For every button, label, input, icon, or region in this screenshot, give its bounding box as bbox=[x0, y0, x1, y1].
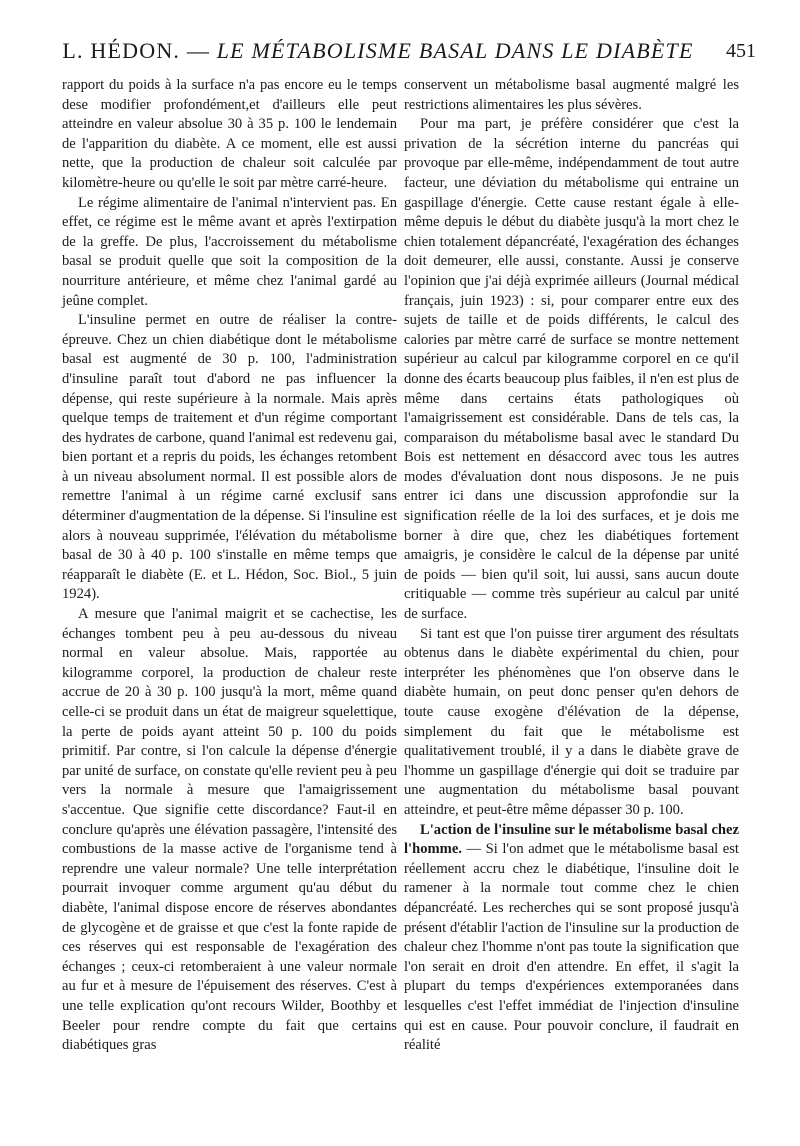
paragraph: Pour ma part, je préfère considérer que c'est la privation de la sécrétion interne du pancréas qui provoque par elle-même, indépendamment de tout autre facteur, une déviation du métabolisme qui entraine un gaspillage d'énergie. Cette cause restant égale à elle-même depuis le début du diabète jusqu'à la mort chez le chien totalement dépancréaté, l'exagération des échanges doit demeurer, elle aussi, constante. Aussi je conserve l'opinion que j'ai déjà exprimée ailleurs (Journal médical français, juin 1923) : si, pour comparer entre eux des sujets de taille et de poids différents, le calcul des calories par mètre carré de surface se montre nettement supérieur au calcul par kilogramme corporel en ce qu'il donne des écarts beaucoup plus faibles, il n'en est plus de même dans certains états pathologiques où l'amaigrissement est considérable. Dans de tels cas, la comparaison du métabolisme basal avec le standard Du Bois est nettement en désaccord avec tous les autres modes d'évaluation dont nous disposons. Je ne puis entrer ici dans une discussion approfondie sur la signification réelle de la loi des surfaces, et je dois me borner à dire que, chez les diabétiques fortement amaigris, je considère le calcul de la dépense par unité de poids — bien qu'il soit, lui aussi, sans aucun doute critiquable — comme très supérieur au calcul par unité de surface. bbox=[404, 116, 739, 623]
section-paragraph bbox=[404, 821, 739, 1056]
article-title-text: LE MÉTABOLISME BASAL DANS LE DIABÈTE bbox=[216, 38, 694, 63]
paragraph: conservent un métabolisme basal augmenté malgré les restrictions alimentaires les plus sévères. bbox=[404, 77, 739, 113]
running-head bbox=[60, 38, 756, 74]
paragraph: Si tant est que l'on puisse tirer argument des résultats obtenus dans le diabète expérimental du chien, pour interpréter les phénomènes que l'on observe dans le diabète humain, on peut donc penser qu'en dehors de toute cause exogène d'élévation de la dépense, simplement du fait que le métabolisme est qualitativement troublé, il y a dans le diabète grave de l'homme un gaspillage d'énergie qui doit se traduire par une augmentation du métabolisme basal pouvant atteindre, et peut-être même dépasser 30 p. 100. bbox=[404, 625, 739, 818]
section-heading: L'action de l'insuline sur le métabolisme basal chez l'homme. bbox=[404, 821, 739, 858]
page-number: 451 bbox=[726, 40, 756, 62]
left-column bbox=[62, 76, 397, 1056]
right-column bbox=[404, 76, 739, 1056]
paragraph: A mesure que l'animal maigrit et se cachectise, les échanges tombent peu à peu au-dessous du niveau normal en valeur absolue. Mais, rapportée au kilogramme corporel, la production de chaleur reste accrue de 20 à 30 p. 100 jusqu'à la mort, même quand celle-ci se produit dans un état de maigreur squelettique, la perte de poids ayant atteint 50 p. 100 du poids primitif. Par contre, si l'on calcule la dépense d'énergie par unité de surface, on constate qu'elle revient peu à peu vers la normale à mesure que l'amaigrissement s'accentue. Que signifie cette discordance? Faut-il en conclure qu'après une élévation passagère, l'intensité des combustions de la masse active de l'organisme tend à reprendre une valeur normale? Une telle interprétation pourrait invoquer comme argument qu'au début du diabète, l'animal dispose encore de réserves abondantes de glycogène et de graisse et que c'est la fonte rapide de ces réserves qui est responsable de l'exagération des échanges ; ceux-ci retomberaient à une valeur normale au fur et à mesure de l'épuisement des réserves. C'est à une telle explication qu'ont recours Wilder, Boothby et Beeler pour rendre compte du fait que certains diabétiques gras bbox=[62, 606, 397, 1054]
paragraph: rapport du poids à la surface n'a pas encore eu le temps dese modifier profondément,et d'ailleurs elle peut atteindre en valeur absolue 30 à 35 p. 100 le lendemain de l'apparition du diabète. A ce moment, elle est aussi nette, que la production de chaleur soit calculée par kilomètre-heure ou qu'elle le soit par mètre carré-heure. bbox=[62, 77, 397, 191]
article-title bbox=[60, 38, 696, 64]
section-text: — Si l'on admet que le métabolisme basal est réellement accru chez le diabétique, l'insuline doit le ramener à la normale tout comme chez le chien dépancréaté. Les recherches qui se sont proposé jusqu'à présent d'établir l'action de l'insuline sur la production de chaleur chez l'homme n'ont pas toute la signification que l'on serait en droit d'en attendre. En effet, il s'agit la plupart du temps d'expériences extemporanées dans lesquelles c'est l'effet immédiat de l'injection d'insuline qui est en cause. Pour pouvoir conclure, il faudrait en réalité bbox=[404, 841, 739, 1054]
author-name: L. HÉDON. — bbox=[62, 38, 211, 63]
paragraph: Le régime alimentaire de l'animal n'intervient pas. En effet, ce régime est le même avant et après l'extirpation de la greffe. De plus, l'accroissement du métabolisme basal se produit quelle que soit la composition de la nourriture antérieure, et même chez l'animal gardé au jeûne complet. bbox=[62, 194, 397, 309]
paragraph: L'insuline permet en outre de réaliser la contre-épreuve. Chez un chien diabétique dont le métabolisme basal est augmenté de 30 p. 100, l'administration d'insuline paraît tout d'abord ne pas influencer la dépense, qui reste supérieure à la normale. Mais après quelque temps de traitement et d'un régime comportant des hydrates de carbone, quand l'animal est redevenu gai, bien portant et a repris du poids, les échanges retombent à un niveau absolument normal. Il est possible alors de remettre l'animal à un régime carné exclusif sans déterminer d'augmentation de la dépense. Si l'insuline est alors à nouveau supprimée, l'élévation du métabolisme basal de 30 à 40 p. 100 s'installe en même temps que réapparaît le diabète (E. et L. Hédon, Soc. Biol., 5 juin 1924). bbox=[62, 312, 397, 603]
